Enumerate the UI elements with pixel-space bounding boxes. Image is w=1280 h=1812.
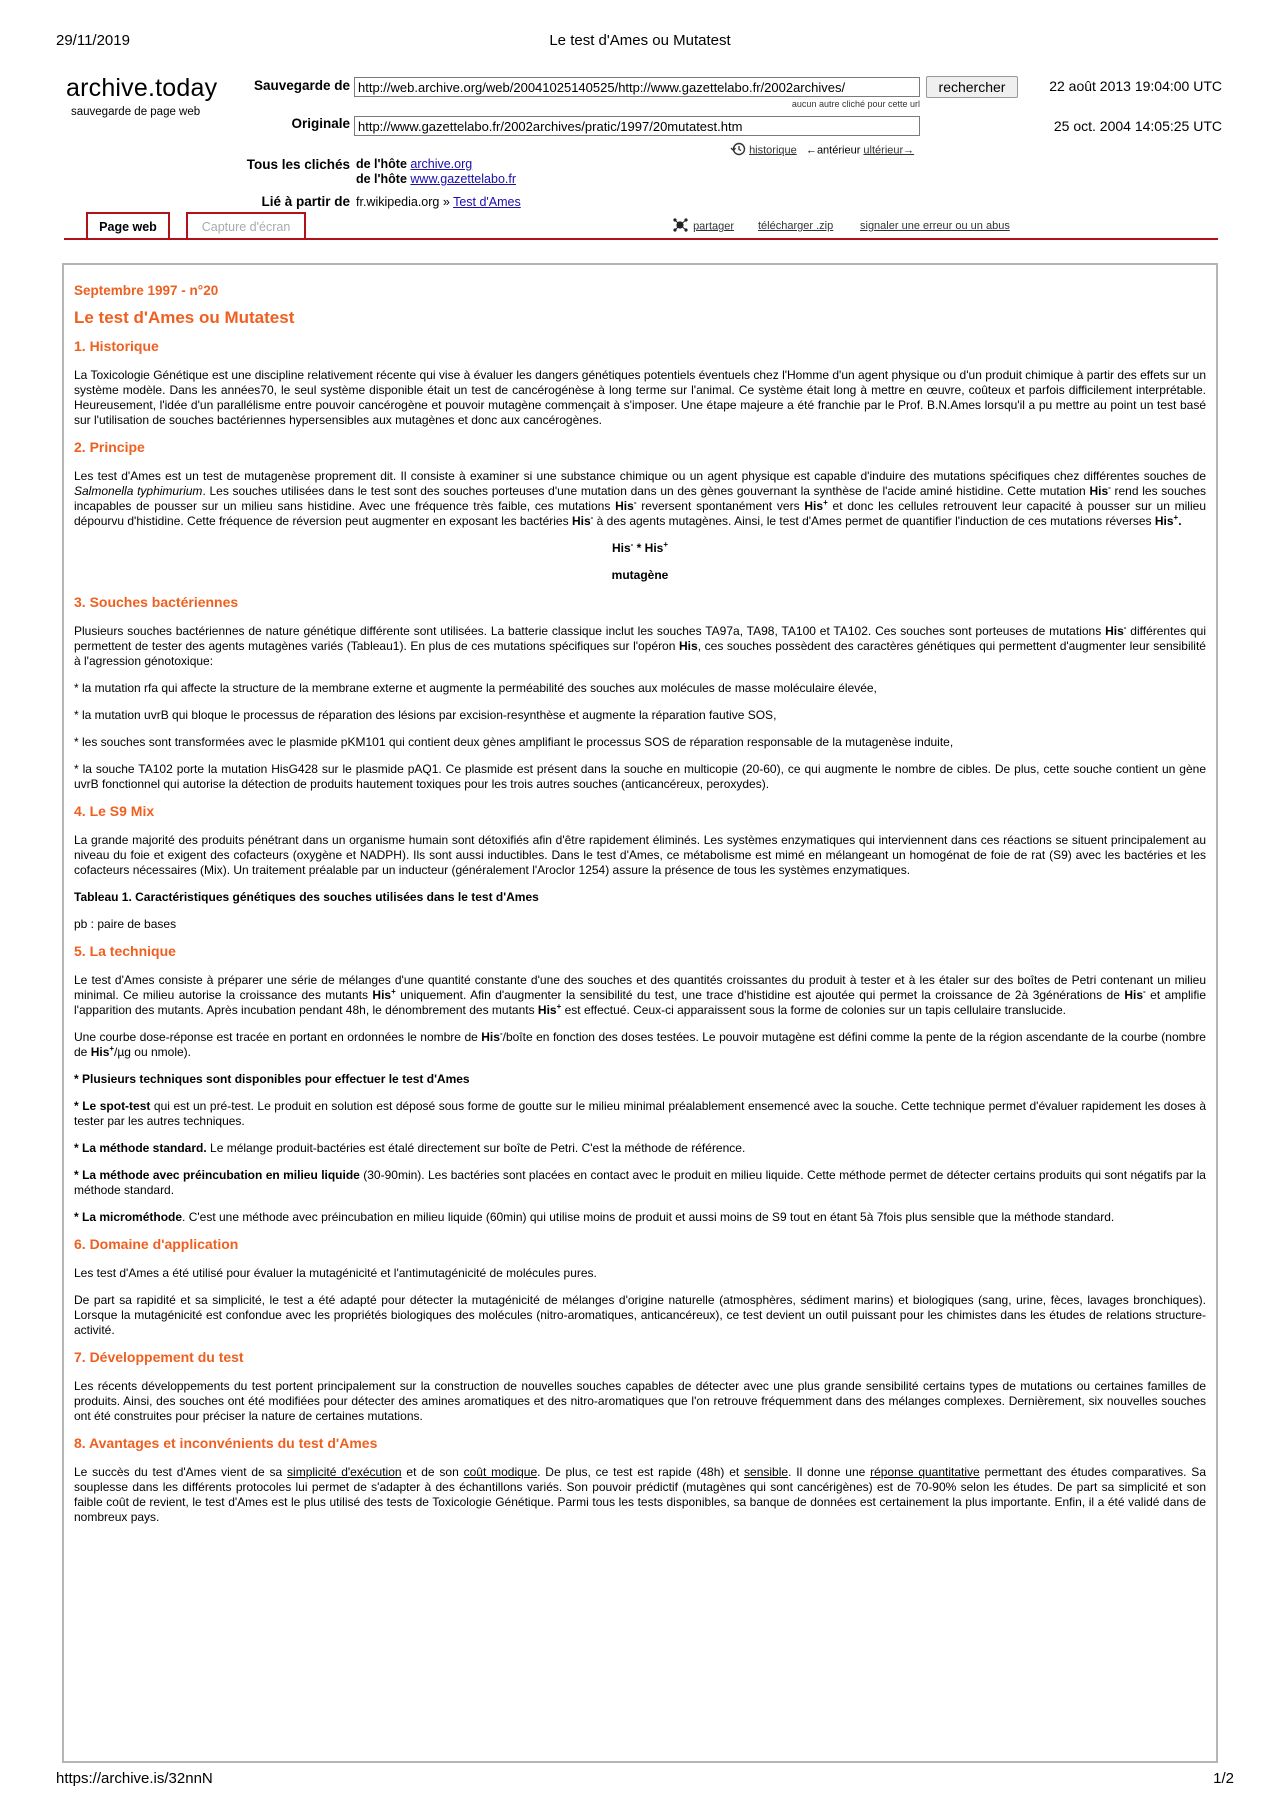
section-heading-application: 6. Domaine d'application [74, 1236, 239, 1252]
linked-from-label: Lié à partir de [261, 194, 350, 209]
tab-screenshot[interactable]: Capture d'écran [186, 212, 306, 238]
section-heading-technique: 5. La technique [74, 943, 176, 959]
print-url: https://archive.is/32nnN [56, 1770, 213, 1787]
section-heading-s9-mix: 4. Le S9 Mix [74, 803, 155, 819]
section-heading-principe: 2. Principe [74, 439, 145, 455]
all-snapshots-label: Tous les clichés [246, 157, 350, 172]
saved-date: 22 août 2013 19:04:00 UTC [1049, 78, 1222, 94]
technique-item: * La méthode standard. Le mélange produit-bactéries est étalé directement sur boîte de Petri. C'est la méthode de référence. [74, 1141, 746, 1155]
paragraph: Plusieurs souches bactériennes de nature génétique différente sont utilisées. La batterie classique inclut les souches TA97a, TA98, TA100 et TA102. Ces souches sont porteuses de mutations His- différentes qui permettent de tester des agents mutagènes variés (Tableau1). En plus de ces mutations spécifiques sur l'opéron His, ces souches possèdent des caractères génétiques qui permettent d'augmenter leur sensibilité à l'agression génotoxique: [74, 623, 1206, 668]
history-clock-icon[interactable] [730, 142, 746, 159]
report-link[interactable]: signaler une erreur ou un abus [860, 220, 1010, 232]
archived-page-frame [62, 263, 1218, 1763]
tab-webpage[interactable]: Page web [86, 212, 170, 240]
paragraph: La grande majorité des produits pénétrant dans un organisme humain sont détoxifiés afin d'être rapidement éliminés. Les systèmes enzymatiques qui interviennent dans ces réactions se situent principalement au niveau du foie et exigent des cofacteurs (oxygène et NADPH). Ils sont aussi inductibles. Dans le test d'Ames, ce métabolisme est mimé en mélangeant un homogénat de foie de rat (S9) avec les bactéries et les cofacteurs nécessaires (Mix). Un traitement préalable par un inducteur (généralement l'Aroclor 1254) assure la présence de tous les systèmes enzymatiques. [74, 833, 1206, 877]
previous-text: ←antérieur [805, 144, 861, 157]
section-heading-souches: 3. Souches bactériennes [74, 594, 239, 610]
article-title: Le test d'Ames ou Mutatest [74, 308, 295, 327]
section-heading-historique: 1. Historique [74, 338, 159, 354]
share-link[interactable]: partager [693, 220, 735, 233]
print-page-number: 1/2 [1213, 1770, 1234, 1787]
list-item: * la souche TA102 porte la mutation HisG428 sur le plasmide pAQ1. Ce plasmide est présent dans la souche en multicopie (20-60), ce qui augmente le nombre de cibles. De plus, cette souche contient un gène uvrB fonctionnel qui autorise la détection de produits hautement toxiques pour les trois autres souches (anticancéreux, peroxydes). [74, 762, 1206, 791]
saved-from-label: Sauvegarde de [253, 78, 350, 93]
host-links: de l'hôte archive.org de l'hôte www.gazettelabo.fr [356, 157, 516, 186]
paragraph: De part sa rapidité et sa simplicité, le test a été adapté pour détecter la mutagénicité de mélanges d'origine naturelle (atmosphères, sédiment marins) et biologiques (sang, urine, fèces, lavages bronchiques). Lorsque la mutagénicité est confondue avec les propriétés biologiques des molécules (nitro-aromatiques, anticancéreux), ce test devient un outil puissant pour les chimistes dans les études de relations structure-activité. [74, 1293, 1206, 1337]
linked-from: fr.wikipedia.org » Test d'Ames [356, 195, 521, 209]
print-page-title: Le test d'Ames ou Mutatest [549, 32, 731, 49]
download-zip-link[interactable]: télécharger .zip [758, 220, 834, 232]
paragraph: Le succès du test d'Ames vient de sa simplicité d'exécution et de son coût modique. De plus, ce test est rapide (48h) et sensible. Il donne une réponse quantitative permettant des études comparatives. Sa souplesse dans les différents protocoles lui permet de s'adapter à des échantillons variés. Son pouvoir prédictif (mutagènes qui sont cancérigènes) est de 70-90% selon les études. De part sa simplicité et son faible coût de revient, le test d'Ames est le plus utilisé des tests de Toxicologie Génétique. Parmi tous les tests disponibles, sa banque de données est certainement la plus importante. Enfin, il a été validé dans de nombreux pays. [74, 1465, 1206, 1524]
techniques-intro: * Plusieurs techniques sont disponibles pour effectuer le test d'Ames [74, 1072, 470, 1086]
history-link[interactable]: historique [749, 144, 797, 157]
table-note: pb : paire de bases [74, 917, 177, 931]
original-url-field[interactable]: http://www.gazettelabo.fr/2002archives/pratic/1997/20mutatest.htm [354, 116, 920, 136]
original-date: 25 oct. 2004 14:05:25 UTC [1053, 118, 1222, 134]
section-heading-developpement: 7. Développement du test [74, 1349, 244, 1365]
host-link-archive-org[interactable]: archive.org [410, 157, 473, 171]
linked-from-link[interactable]: Test d'Ames [453, 195, 521, 209]
paragraph: Une courbe dose-réponse est tracée en portant en ordonnées le nombre de His-/boîte en fonction des doses testées. Le pouvoir mutagène est défini comme la pente de la région ascendante de la courbe (nombre de His+/µg ou nmole). [74, 1029, 1206, 1059]
no-other-snapshot-note: aucun autre cliché pour cette url [791, 99, 920, 109]
original-label: Originale [291, 116, 350, 131]
tab-underline [64, 238, 1218, 240]
next-link[interactable]: ultérieur→ [863, 144, 915, 157]
share-icon [672, 217, 690, 236]
technique-item: * Le spot-test qui est un pré-test. Le produit en solution est déposé sous forme de goutte sur le milieu minimal préalablement ensemencé avec la souche. Cette technique permet d'évaluer rapidement les doses à tester par les autres techniques. [74, 1099, 1206, 1128]
table-caption: Tableau 1. Caractéristiques génétiques des souches utilisées dans le test d'Ames [74, 890, 539, 904]
share-action[interactable] [672, 217, 734, 236]
archive-tagline: sauvegarde de page web [71, 106, 201, 118]
saved-from-url-field[interactable]: http://web.archive.org/web/20041025140525/http://www.gazettelabo.fr/2002archives/ [354, 77, 920, 97]
list-item: * les souches sont transformées avec le plasmide pKM101 qui contient deux gènes amplifiant le processus SOS de réparation responsable de la mutagenèse induite, [74, 735, 954, 749]
technique-item: * La méthode avec préincubation en milieu liquide (30-90min). Les bactéries sont placées en contact avec le produit en milieu liquide. Cette méthode permet de détecter certains produits qui sont négatifs par la méthode standard. [74, 1168, 1206, 1197]
section-heading-avantages: 8. Avantages et inconvénients du test d'Ames [74, 1435, 378, 1451]
paragraph: Les test d'Ames est un test de mutagenèse proprement dit. Il consiste à examiner si une substance chimique ou un agent physique est capable d'induire des mutations spécifiques chez différentes souches de Salmonella typhimurium. Les souches utilisées dans le test sont des souches porteuses d'une mutation dans un des gènes gouvernant la synthèse de l'acide aminé histidine. Cette mutation His- rend les souches incapables de pousser sur un milieu sans histidine. Avec une fréquence très faible, ces mutations His- reversent spontanément vers His+ et donc les cellules retrouvent leur capacité à pousser sur un milieu dépourvu d'histidine. Cette fréquence de réversion peut augmenter en exposant les bactéries His- à des agents mutagènes. Ainsi, le test d'Ames permet de quantifier l'induction de ces mutations réverses His+. [74, 469, 1206, 528]
article [74, 275, 1206, 1537]
technique-item: * La microméthode. C'est une méthode avec préincubation en milieu liquide (60min) qui utilise moins de produit et aussi moins de S9 tout en étant 5à 7fois plus sensible que la méthode standard. [74, 1210, 1115, 1224]
issue-label: Septembre 1997 - n°20 [74, 283, 219, 298]
print-date: 29/11/2019 [56, 32, 130, 49]
list-item: * la mutation uvrB qui bloque le processus de réparation des lésions par excision-resynthèse et augmente la réparation fautive SOS, [74, 708, 777, 722]
reversion-equation: His- * His+ [611, 540, 669, 555]
history-nav [730, 142, 914, 159]
archive-logo[interactable]: archive.today [66, 74, 218, 102]
paragraph: Les test d'Ames a été utilisé pour évaluer la mutagénicité et l'antimutagénicité de molécules pures. [74, 1266, 597, 1280]
paragraph: La Toxicologie Génétique est une discipline relativement récente qui vise à évaluer les dangers génétiques potentiels éventuels chez l'Homme d'un agent physique ou d'un produit chimique à partir des effets sur un système modèle. Dans les années70, le seul système disponible était un test de cancérogénèse à long terme sur l'animal. Ce système était long à mettre en œuvre, coûteux et parfois difficilement interprétable. Heureusement, l'idée d'un parallélisme entre pouvoir cancérogène et pouvoir mutagène commençait à s'imposer. Une étape majeure a été franchie par le Prof. B.N.Ames lorsqu'il a pu mettre au point un test basé sur l'utilisation de souches bactériennes hypersensibles aux mutagènes et donc aux cancérogènes. [74, 368, 1206, 427]
paragraph: Les récents développements du test portent principalement sur la construction de nouvelles souches capables de détecter avec une plus grande sensibilité certains types de mutations ou certaines familles de produits. Ainsi, des souches ont été modifiées pour détecter des amines aromatiques et des nitro-aromatiques que l'on retrouve fréquemment dans des mélanges complexes. Dernièrement, six nouvelles souches ont été construites pour préciser la nature de certaines mutations. [74, 1379, 1206, 1423]
paragraph: Le test d'Ames consiste à préparer une série de mélanges d'une quantité constante d'une des souches et des quantités croissantes du produit à tester et à les étaler sur des boîtes de Petri contenant un milieu minimal. Ce milieu autorise la croissance des mutants His+ uniquement. Afin d'augmenter la sensibilité du test, une trace d'histidine est ajoutée qui permet la croissance de 2à 3générations de His- et amplifie l'apparition des mutants. Après incubation pendant 48h, le dénombrement des mutants His+ est effectué. Ceux-ci apparaissent sous la forme de colonies sur un tapis cellulaire translucide. [74, 973, 1206, 1017]
equation-label: mutagène [611, 568, 669, 582]
search-button[interactable]: rechercher [926, 76, 1018, 98]
list-item: * la mutation rfa qui affecte la structure de la membrane externe et augmente la perméabilité des souches aux molécules de masse moléculaire élevée, [74, 681, 877, 695]
host-link-gazettelabo[interactable]: www.gazettelabo.fr [410, 172, 516, 186]
